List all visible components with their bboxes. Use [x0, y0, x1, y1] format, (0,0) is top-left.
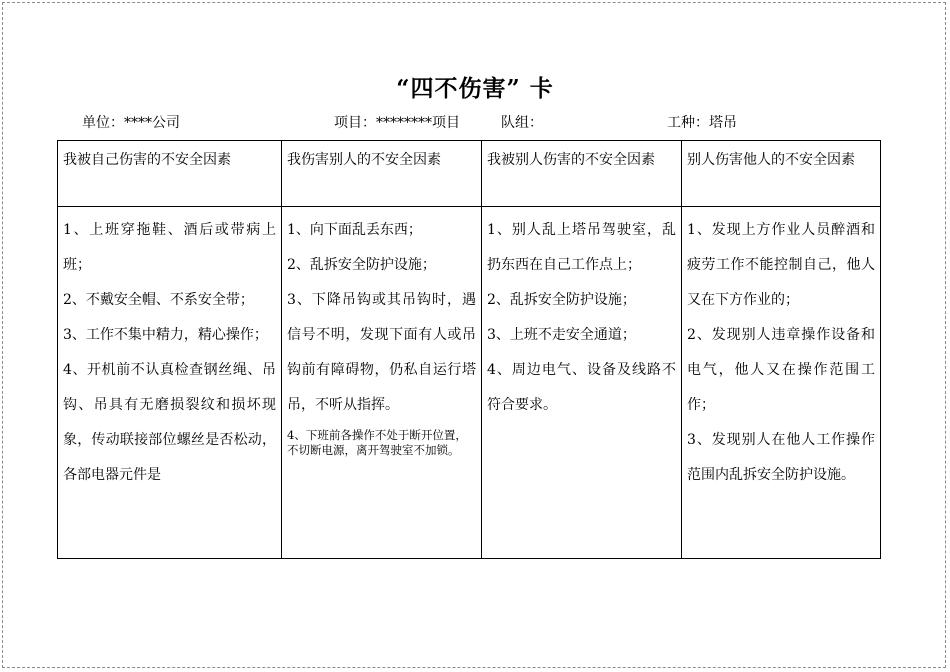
work-type-field: 工种：塔吊 [667, 115, 737, 131]
list-item: 1、别人乱上塔吊驾驶室，乱扔东西在自己工作点上； [487, 222, 676, 273]
project-field: 项目：********项目 [334, 115, 460, 131]
column-harm-others [282, 207, 482, 559]
column-header-others-harm-others: 别人伤害他人的不安全因素 [682, 141, 881, 207]
list-item: 3、下降吊钩或其吊钩时，遇信号不明，发现下面有人或吊钩前有障碍物，仍私自运行塔吊，不听从指挥。 [287, 292, 476, 413]
column-self-harm [58, 207, 282, 559]
list-item: 1、向下面乱丢东西； [287, 222, 422, 238]
four-no-harm-table [57, 140, 881, 559]
column-others-harm-others [682, 207, 881, 559]
list-item: 2、发现别人违章操作设备和电气，他人又在操作范围工作； [687, 327, 875, 413]
list-item: 2、乱拆安全防护设施； [487, 292, 636, 308]
card-title: “四不伤害” 卡 [396, 75, 554, 102]
list-item: 4、下班前各操作不处于断开位置，不切断电源，离开驾驶室不加锁。 [287, 428, 467, 457]
unit-field: 单位：****公司 [82, 115, 180, 131]
column-header-harmed-by-others: 我被别人伤害的不安全因素 [482, 141, 682, 207]
column-harmed-by-others [482, 207, 682, 559]
list-item: 4、周边电气、设备及线路不符合要求。 [487, 362, 676, 413]
list-item: 2、乱拆安全防护设施； [287, 257, 436, 273]
team-field: 队组： [501, 115, 543, 131]
list-item: 2、不戴安全帽、不系安全带； [63, 292, 254, 308]
list-item: 1、上班穿拖鞋、酒后或带病上班； [63, 222, 276, 273]
table-body-row [58, 207, 881, 559]
list-item: 1、发现上方作业人员醉酒和疲劳工作不能控制自己，他人又在下方作业的； [687, 222, 875, 308]
column-header-harm-others: 我伤害别人的不安全因素 [282, 141, 482, 207]
list-item: 4、开机前不认真检查钢丝绳、吊钩、吊具有无磨损裂纹和损坏现象，传动联接部位螺丝是否松动，各部电器元件是 [63, 362, 276, 483]
column-header-self-harm: 我被自己伤害的不安全因素 [58, 141, 282, 207]
list-item: 3、上班不走安全通道； [487, 327, 636, 343]
list-item: 3、发现别人在他人工作操作范围内乱拆安全防护设施。 [687, 432, 875, 483]
table-header-row [58, 141, 881, 207]
list-item: 3、工作不集中精力，精心操作； [63, 327, 268, 343]
